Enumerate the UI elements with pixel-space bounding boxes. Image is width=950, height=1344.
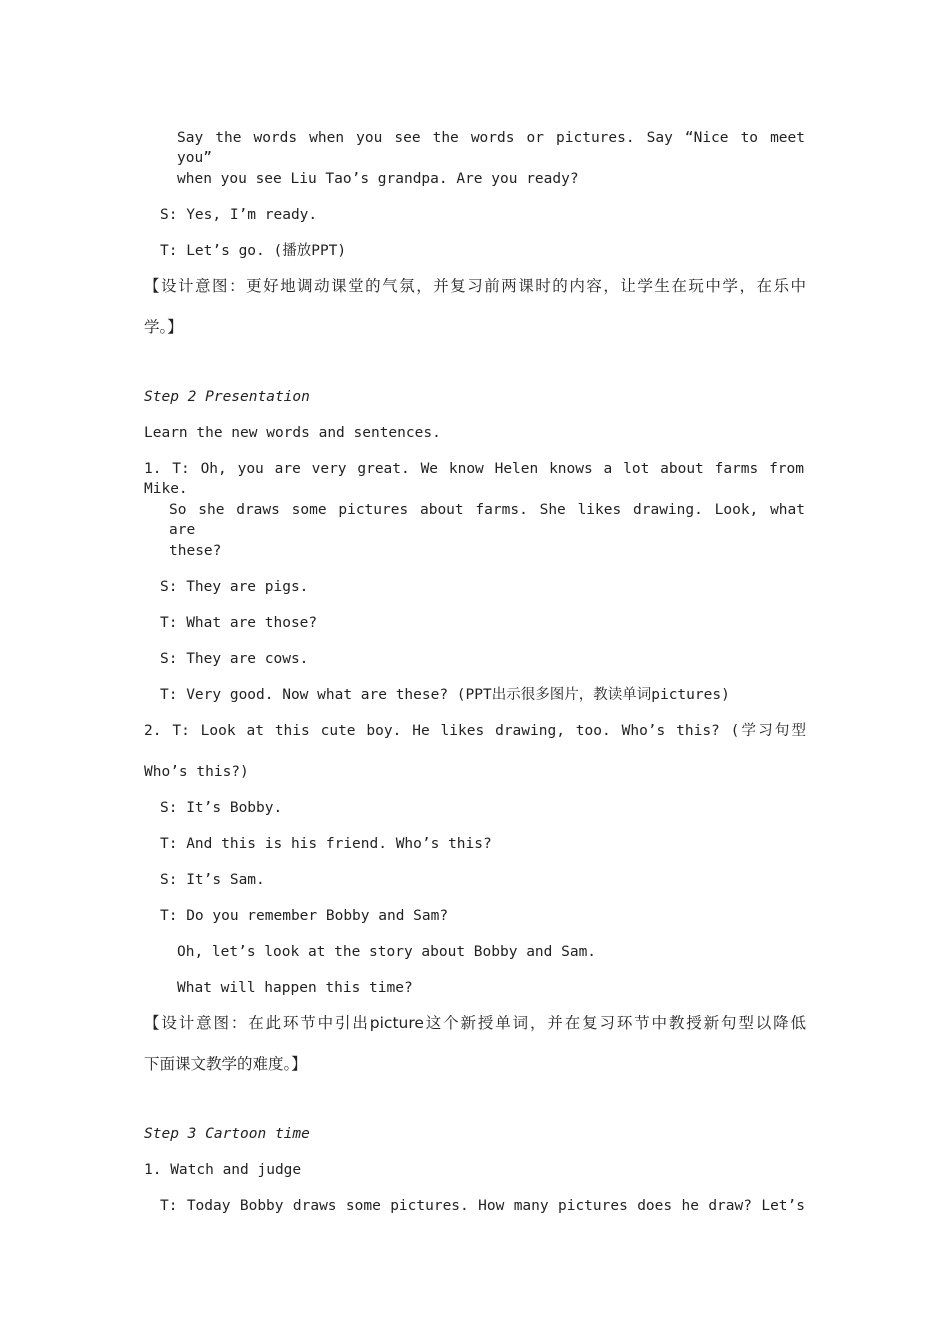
text-line: S: It’s Bobby.: [160, 800, 283, 816]
text-line: Who’s this?): [144, 764, 249, 780]
text-line: Oh, let’s look at the story about Bobby and Sam.: [177, 944, 597, 960]
text-line: Learn the new words and sentences.: [144, 425, 441, 441]
text-line: S: Yes, I’m ready.: [160, 207, 318, 223]
text-line: 1. T: Oh, you are very great. We know Helen knows a lot about farms from Mike.: [144, 461, 804, 497]
section-heading: Step 3 Cartoon time: [144, 1126, 310, 1142]
text-line: What will happen this time?: [177, 980, 413, 996]
text-line: T: What are those?: [160, 615, 318, 631]
text-line: S: They are pigs.: [160, 579, 309, 595]
text-line: 2. T: Look at this cute boy. He likes drawing, too. Who’s this? (学习句型: [144, 723, 806, 739]
design-intent-note: 【设计意图：在此环节中引出picture这个新授单词，并在复习环节中教授新句型以降低: [144, 1014, 806, 1032]
design-intent-note: 学。】: [144, 318, 183, 336]
text-line: T: Let’s go. (播放PPT): [160, 243, 347, 259]
section-heading: Step 2 Presentation: [144, 389, 310, 405]
text-line: when you see Liu Tao’s grandpa. Are you ready?: [177, 171, 579, 187]
text-line: So she draws some pictures about farms. She likes drawing. Look, what are: [169, 502, 805, 538]
text-line: T: Today Bobby draws some pictures. How many pictures does he draw? Let’s: [160, 1198, 805, 1214]
design-intent-note: 【设计意图：更好地调动课堂的气氛，并复习前两课时的内容，让学生在玩中学，在乐中: [144, 277, 806, 295]
text-line: 1. Watch and judge: [144, 1162, 302, 1178]
text-line: T: And this is his friend. Who’s this?: [160, 836, 492, 852]
text-line: Say the words when you see the words or pictures. Say “Nice to meet you”: [177, 130, 805, 166]
text-line: these?: [169, 543, 222, 559]
text-line: S: It’s Sam.: [160, 872, 265, 888]
text-line: T: Very good. Now what are these? (PPT出示很多图片，教读单词pictures): [160, 687, 730, 703]
text-line: S: They are cows.: [160, 651, 309, 667]
text-line: T: Do you remember Bobby and Sam?: [160, 908, 449, 924]
design-intent-note: 下面课文教学的难度。】: [144, 1055, 307, 1073]
